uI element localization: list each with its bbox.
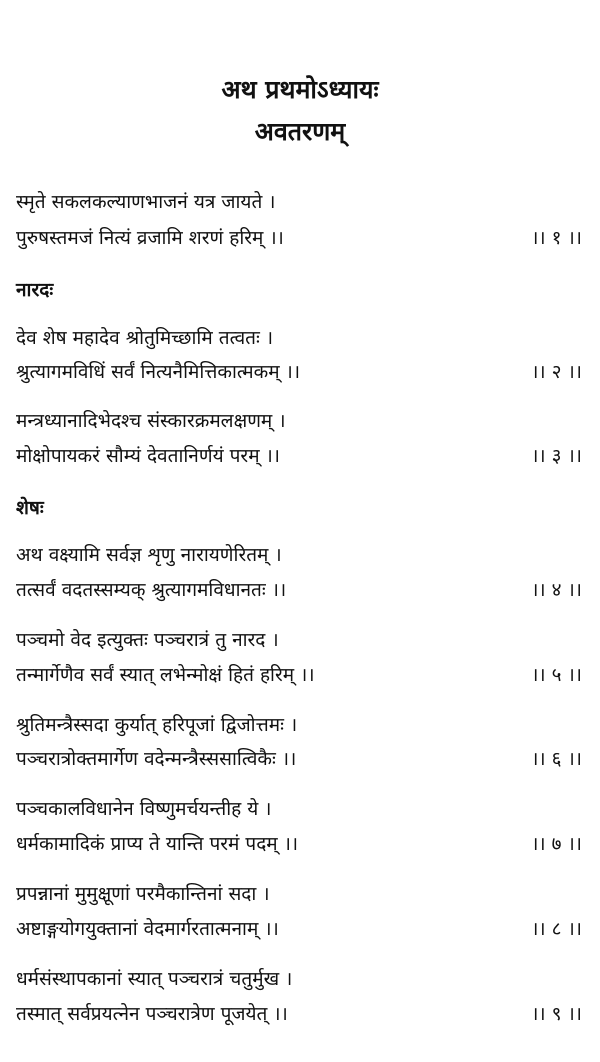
verse-2-line-1: देव शेष महादेव श्रोतुमिच्छामि तत्वतः । bbox=[16, 327, 274, 349]
verse-8-number: ।। ८ ।। bbox=[531, 918, 582, 940]
verse-3-line-2: मोक्षोपायकरं सौम्यं देवतानिर्णयं परम् ।। bbox=[16, 445, 280, 467]
verse-6-number: ।। ६ ।। bbox=[531, 748, 582, 770]
verse-1-line-2: पुरुषस्तमजं नित्यं व्रजामि शरणं हरिम् ।। bbox=[16, 227, 284, 249]
speaker-shesha: शेषः bbox=[16, 497, 44, 519]
verse-9-number: ।। ९ ।। bbox=[531, 1003, 582, 1025]
verse-9-line-1: धर्मसंस्थापकानां स्यात् पञ्चरात्रं चतुर्मुख । bbox=[16, 968, 293, 990]
verse-6-line-2: पञ्चरात्रोक्तमार्गेण वदेन्मन्त्रैस्ससात्विकैः ।। bbox=[16, 748, 297, 770]
verse-1-line-1: स्मृते सकलकल्याणभाजनं यत्र जायते । bbox=[16, 191, 276, 213]
verse-4-line-2: तत्सर्वं वदतस्सम्यक् श्रुत्यागमविधानतः ।। bbox=[16, 579, 287, 601]
verse-4-number: ।। ४ ।। bbox=[531, 579, 582, 601]
verse-2-number: ।। २ ।। bbox=[531, 361, 582, 383]
verse-7-line-2: धर्मकामादिकं प्राप्य ते यान्ति परमं पदम् ।। bbox=[16, 833, 299, 855]
verse-9-line-2: तस्मात् सर्वप्रयत्नेन पञ्चरात्रेण पूजयेत् ।। bbox=[16, 1003, 288, 1025]
verse-8-line-2: अष्टाङ्गयोगयुक्तानां वेदमार्गरतात्मनाम् ।। bbox=[16, 918, 279, 940]
verse-5-line-1: पञ्चमो वेद इत्युक्तः पञ्चरात्रं तु नारद । bbox=[16, 629, 279, 651]
verse-4-line-1: अथ वक्ष्यामि सर्वज्ञ शृणु नारायणेरितम् । bbox=[16, 544, 282, 566]
verse-2-line-2: श्रुत्यागमविधिं सर्वं नित्यनैमित्तिकात्मकम् ।। bbox=[16, 361, 301, 383]
verse-3-line-1: मन्त्रध्यानादिभेदश्च संस्कारक्रमलक्षणम् । bbox=[16, 410, 286, 432]
chapter-subtitle: अवतरणम् bbox=[254, 117, 346, 146]
verse-7-line-1: पञ्चकालविधानेन विष्णुमर्चयन्तीह ये । bbox=[16, 798, 272, 820]
verse-1-number: ।। १ ।। bbox=[531, 227, 582, 249]
speaker-narada: नारदः bbox=[16, 279, 54, 301]
verse-5-line-2: तन्मार्गेणैव सर्वं स्यात् लभेन्मोक्षं हितं हरिम् ।। bbox=[16, 664, 315, 686]
verse-6-line-1: श्रुतिमन्त्रैस्सदा कुर्यात् हरिपूजां द्विजोत्तमः । bbox=[16, 714, 298, 736]
verse-7-number: ।। ७ ।। bbox=[531, 833, 582, 855]
verse-3-number: ।। ३ ।। bbox=[531, 445, 582, 467]
verse-5-number: ।। ५ ।। bbox=[531, 664, 582, 686]
verse-8-line-1: प्रपन्नानां मुमुक्षूणां परमैकान्तिनां सदा । bbox=[16, 883, 270, 905]
chapter-title: अथ प्रथमोऽध्यायः bbox=[221, 75, 379, 104]
